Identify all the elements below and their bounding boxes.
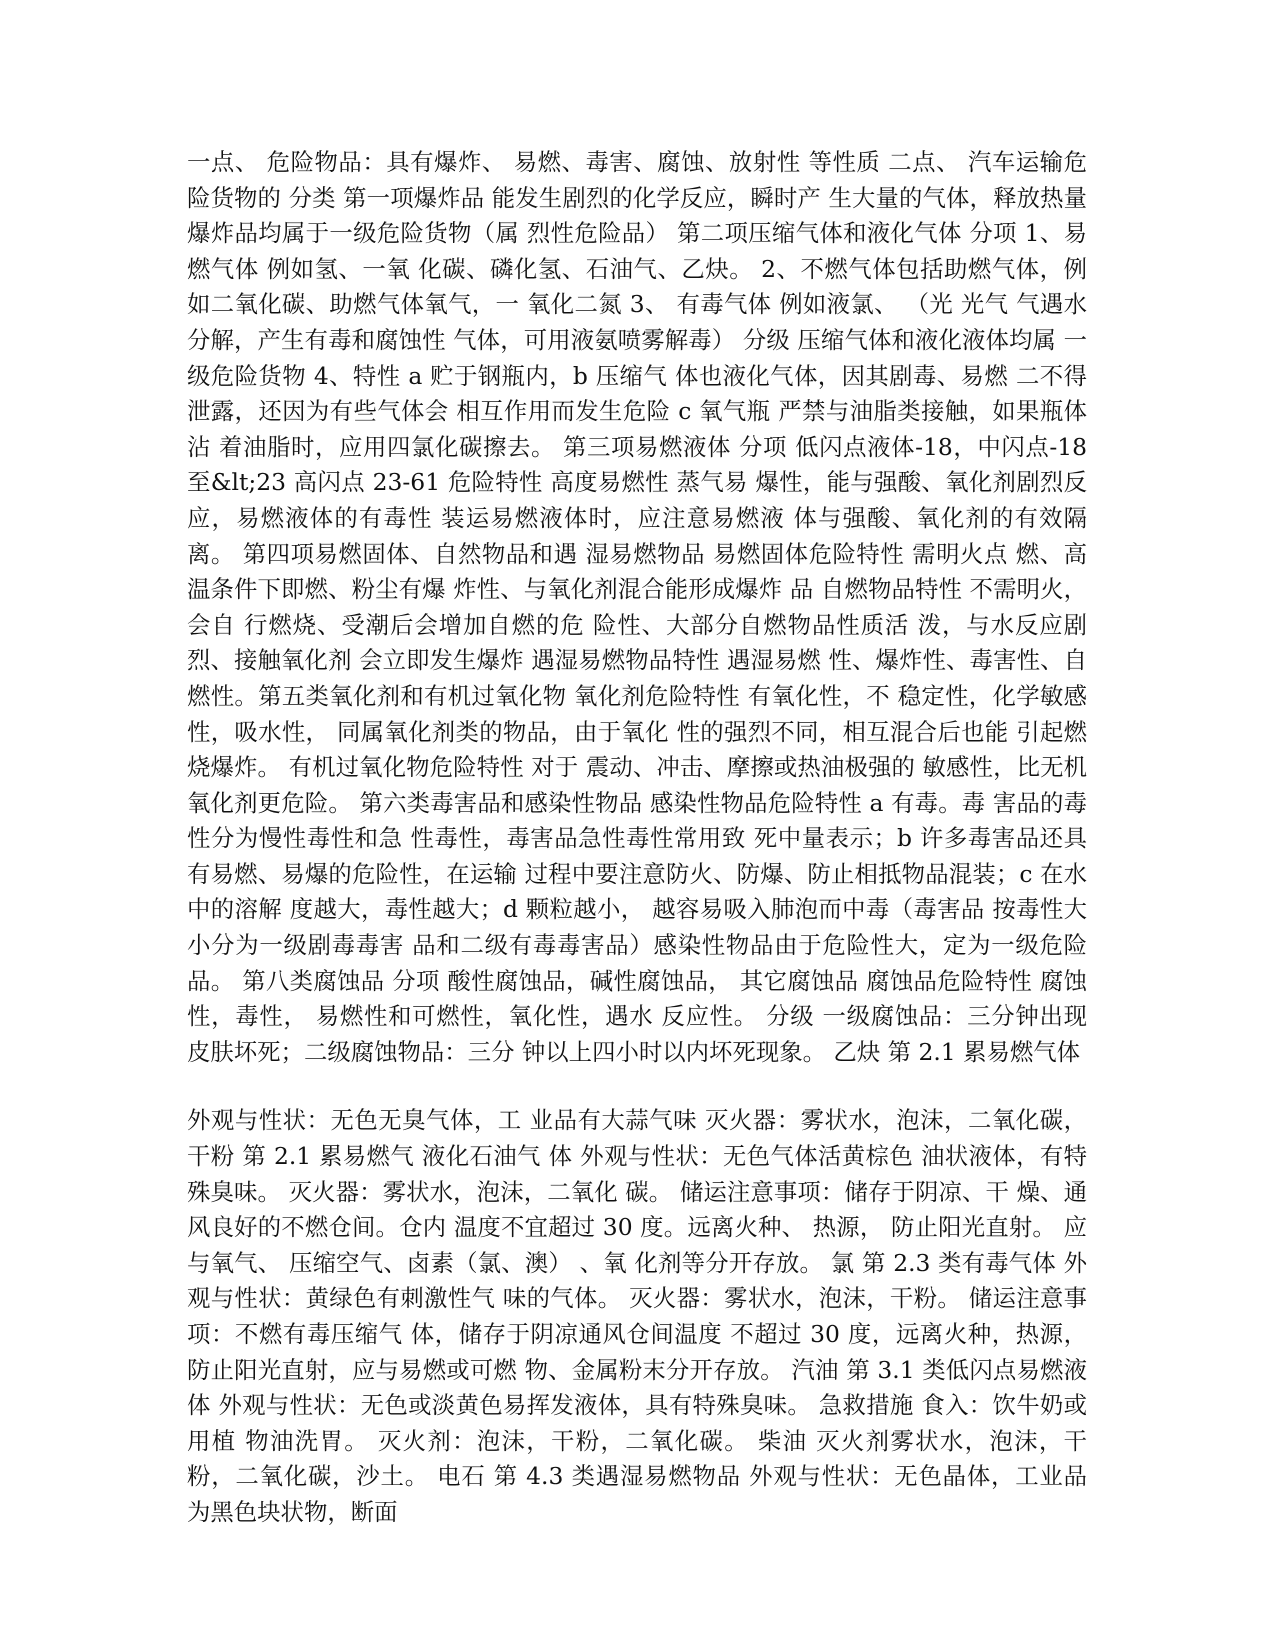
body-paragraph-hazard-classes: 一点、 危险物品：具有爆炸、 易燃、毒害、腐蚀、放射性 等性质 二点、 汽车运输危险货物的 分类 第一项爆炸品 能发生剧烈的化学反应，瞬时产 生大量的气体，释放热量 爆炸品均属于一级危险货物（属 烈性危险品） 第二项压缩气体和液化气体 分项 1、易燃气体 例如氢、一氧 化碳、磷化氢、石油气、乙炔。 2、不燃气体包括助燃气体，例 如二氧化碳、助燃气体氧气，一 氧化二氮 3、 有毒气体 例如液氯、 （光 光气 气遇水分解，产生有毒和腐蚀性 气体，可用液氨喷雾解毒） 分级 压缩气体和液化液体均属 一级危险货物 4、特性 a 贮于钢瓶内，b 压缩气 体也液化气体，因其剧毒、易燃 二不得泄露，还因为有些气体会 相互作用而发生危险 c 氧气瓶 严禁与油脂类接触，如果瓶体沾 着油脂时，应用四氯化碳擦去。 第三项易燃液体 分项 低闪点液体-18，中闪点-18 至&lt;23 高闪点 23-61 危险特性 高度易燃性 蒸气易 爆性，能与强酸、氧化剂剧烈反 应，易燃液体的有毒性 装运易燃液体时，应注意易燃液 体与强酸、氧化剂的有效隔离。 第四项易燃固体、自然物品和遇 湿易燃物品 易燃固体危险特性 需明火点 燃、高温条件下即燃、粉尘有爆 炸性、与氧化剂混合能形成爆炸 品 自燃物品特性 不需明火，会自 行燃烧、受潮后会增加自燃的危 险性、大部分自燃物品性质活 泼，与水反应剧烈、接触氧化剂 会立即发生爆炸 遇湿易燃物品特性 遇湿易燃 性、爆炸性、毒害性、自燃性。第五类氧化剂和有机过氧化物 氧化剂危险特性 有氧化性，不 稳定性，化学敏感性，吸水性， 同属氧化剂类的物品，由于氧化 性的强烈不同，相互混合后也能 引起燃烧爆炸。 有机过氧化物危险特性 对于 震动、冲击、摩擦或热油极强的 敏感性，比无机氧化剂更危险。 第六类毒害品和感染性物品 感染性物品危险特性 a 有毒。毒 害品的毒性分为慢性毒性和急 性毒性，毒害品急性毒性常用致 死中量表示；b 许多毒害品还具 有易燃、易爆的危险性，在运输 过程中要注意防火、防爆、防止相抵物品混装；c 在水中的溶解 度越大，毒性越大；d 颗粒越小， 越容易吸入肺泡而中毒（毒害品 按毒性大小分为一级剧毒毒害 品和二级有毒毒害品）感染性物品由于危险性大，定为一级危险 品。 第八类腐蚀品 分项 酸性腐蚀品，碱性腐蚀品， 其它腐蚀品 腐蚀品危险特性 腐蚀性，毒性， 易燃性和可燃性，氧化性，遇水 反应性。 分级 一级腐蚀品：三分钟出现 皮肤坏死；二级腐蚀物品：三分 钟以上四小时以内坏死现象。 乙炔 第 2.1 累易燃气体 [187,148,1087,1066]
document-page [187,145,1087,1531]
body-paragraph-substance-properties: 外观与性状：无色无臭气体，工 业品有大蒜气味 灭火器：雾状水，泡沫，二氧化碳，干粉 第 2.1 累易燃气 液化石油气 体 外观与性状：无色气体活黄棕色 油状液体，有特殊臭味。 灭火器：雾状水，泡沫，二氧化 碳。 储运注意事项：储存于阴凉、干 燥、通风良好的不燃仓间。仓内 温度不宜超过 30 度。远离火种、 热源， 防止阳光直射。 应与氧气、 压缩空气、卤素（氯、澳） 、氧 化剂等分开存放。 氯 第 2.3 类有毒气体 外观与性状：黄绿色有刺激性气 味的气体。 灭火器：雾状水，泡沫，干粉。 储运注意事项：不燃有毒压缩气 体，储存于阴凉通风仓间温度 不超过 30 度，远离火种，热源， 防止阳光直射，应与易燃或可燃 物、金属粉末分开存放。 汽油 第 3.1 类低闪点易燃液体 外观与性状：无色或淡黄色易挥发液体，具有特殊臭味。 急救措施 食入：饮牛奶或用植 物油洗胃。 灭火剂：泡沫，干粉，二氧化碳。 柴油 灭火剂雾状水，泡沫，干 粉，二氧化碳，沙土。 电石 第 4.3 类遇湿易燃物品 外观与性状：无色晶体，工业品 为黑色块状物，断面 [187,1106,1087,1526]
